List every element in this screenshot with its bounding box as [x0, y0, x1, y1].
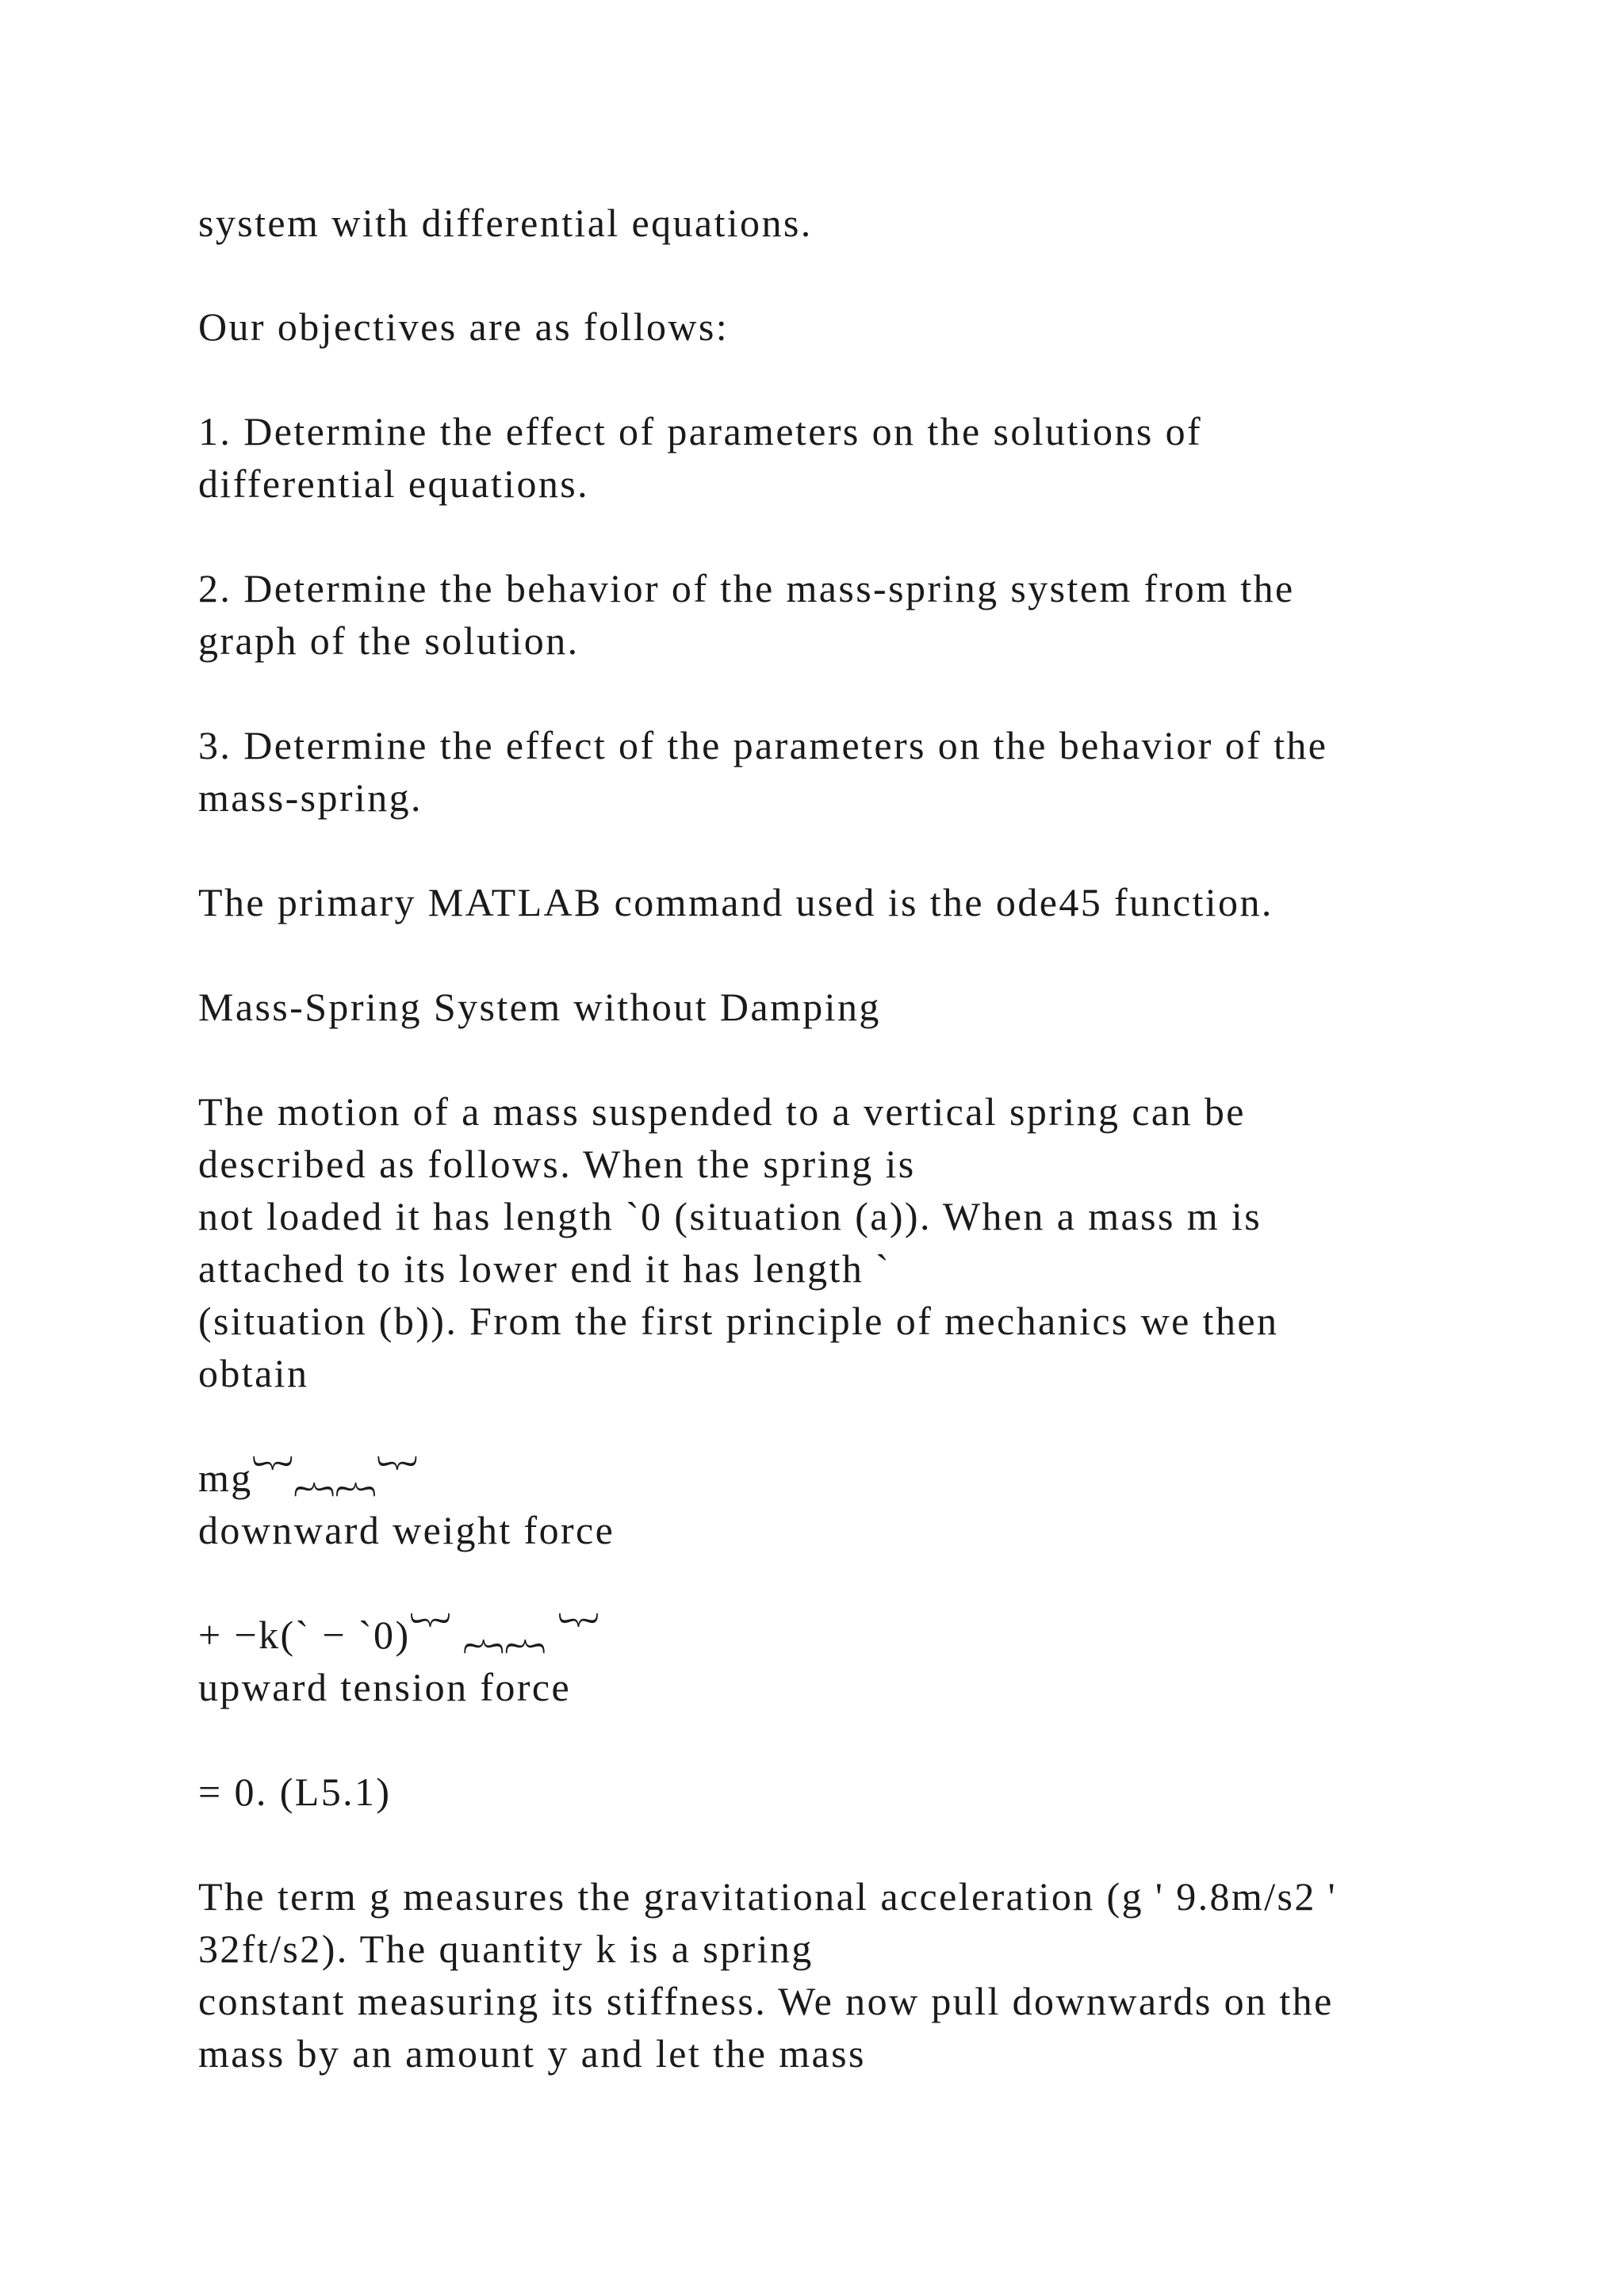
motion-line-3: not loaded it has length `0 (situation (a)). When a mass m is	[198, 1194, 1262, 1238]
motion-line-6: obtain	[198, 1351, 309, 1395]
gravity-line-3: constant measuring its stiffness. We now pull downwards on the	[198, 1979, 1334, 2023]
equation-weight-label: downward weight force	[198, 1508, 615, 1552]
gravity-line-1: The term g measures the gravitational acceleration (g ' 9.8m/s2 '	[198, 1874, 1338, 1919]
section-heading: Mass-Spring System without Damping	[198, 985, 881, 1029]
equation-equals: = 0. (L5.1)	[198, 1770, 392, 1814]
matlab-note: The primary MATLAB command used is the ode45 function.	[198, 880, 1274, 924]
equation-tension-term: + −k(` − `0)︸ ︷︷ ︸	[198, 1613, 600, 1657]
objective-2-line-2: graph of the solution.	[198, 618, 580, 663]
motion-line-1: The motion of a mass suspended to a vertical spring can be	[198, 1089, 1246, 1134]
gravity-line-4: mass by an amount y and let the mass	[198, 2031, 866, 2076]
equation-tension-label: upward tension force	[198, 1665, 572, 1709]
equation-weight-term: mg︸︷︷︸	[198, 1456, 419, 1500]
motion-line-2: described as follows. When the spring is	[198, 1142, 916, 1186]
objective-3-line-1: 3. Determine the effect of the parameters on the behavior of the	[198, 723, 1328, 767]
intro-line: system with differential equations.	[198, 201, 813, 245]
objective-1-line-2: differential equations.	[198, 461, 590, 506]
objective-1-line-1: 1. Determine the effect of parameters on the solutions of	[198, 409, 1203, 453]
objectives-heading: Our objectives are as follows:	[198, 304, 730, 349]
motion-line-4: attached to its lower end it has length `	[198, 1246, 891, 1291]
objective-2-line-1: 2. Determine the behavior of the mass-spring system from the	[198, 566, 1295, 610]
gravity-line-2: 32ft/s2). The quantity k is a spring	[198, 1927, 814, 1971]
objective-3-line-2: mass-spring.	[198, 775, 423, 820]
motion-line-5: (situation (b)). From the first principle of mechanics we then	[198, 1299, 1279, 1343]
